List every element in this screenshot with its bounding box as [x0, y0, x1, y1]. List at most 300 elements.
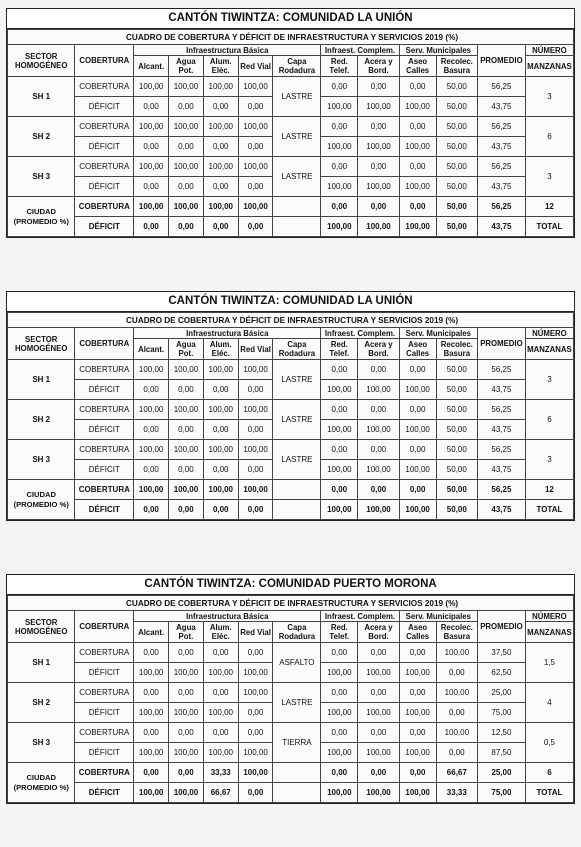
- value-cell: 100,00: [238, 480, 273, 500]
- road-network-header: Red Vial: [238, 56, 273, 77]
- value-cell: 0,00: [321, 763, 358, 783]
- value-cell: 100,00: [134, 480, 169, 500]
- sector-name: SH 2: [8, 400, 75, 440]
- value-cell: 100,00: [358, 500, 399, 520]
- coverage-table-block: [6, 291, 575, 521]
- value-cell: 50,00: [436, 77, 477, 97]
- value-cell: 100,00: [169, 440, 204, 460]
- value-cell: 100,00: [399, 783, 436, 803]
- value-cell: 100,00: [238, 197, 273, 217]
- value-cell: 0,00: [203, 683, 238, 703]
- value-cell: 100,00: [134, 157, 169, 177]
- value-cell: 0,00: [321, 400, 358, 420]
- value-cell: 0,00: [399, 440, 436, 460]
- deficit-row-label: DÉFICIT: [75, 177, 134, 197]
- road-surface-value: LASTRE: [273, 157, 321, 197]
- value-cell: 66,67: [436, 763, 477, 783]
- value-cell: 0,00: [169, 97, 204, 117]
- value-cell: 0,00: [399, 643, 436, 663]
- value-cell: 50,00: [436, 137, 477, 157]
- road-surface-value: LASTRE: [273, 400, 321, 440]
- blocks-count: 3: [525, 440, 573, 480]
- road-surface-value: LASTRE: [273, 117, 321, 157]
- value-cell: 0,00: [358, 117, 399, 137]
- table-subtitle: CUADRO DE COBERTURA Y DÉFICIT DE INFRAESTRUCTURA Y SERVICIOS 2019 (%): [8, 313, 574, 328]
- table-row: [8, 683, 574, 703]
- value-cell: 100,00: [321, 743, 358, 763]
- value-cell: 0,00: [238, 97, 273, 117]
- value-cell: 100,00: [399, 97, 436, 117]
- value-cell: 0,00: [358, 683, 399, 703]
- table-row: [8, 440, 574, 460]
- deficit-row-label: DÉFICIT: [75, 460, 134, 480]
- value-cell: 0,00: [238, 420, 273, 440]
- basic-infrastructure-header: Infraestructura Básica: [134, 611, 321, 622]
- average-value: 56,25: [477, 157, 525, 177]
- value-cell: 100,00: [134, 743, 169, 763]
- table-row: [8, 480, 574, 500]
- value-cell: 100,00: [238, 360, 273, 380]
- coverage-row-label: COBERTURA: [75, 77, 134, 97]
- road-surface-value: LASTRE: [273, 683, 321, 723]
- value-cell: 100,00: [321, 97, 358, 117]
- coverage-table: [7, 29, 574, 237]
- street-cleaning-header: Aseo Calles: [399, 339, 436, 360]
- table-title: CANTÓN TIWINTZA: COMUNIDAD LA UNIÓN: [7, 9, 574, 29]
- empty-cell: [273, 217, 321, 237]
- value-cell: 0,00: [169, 420, 204, 440]
- value-cell: 0,00: [321, 117, 358, 137]
- value-cell: 100,00: [134, 117, 169, 137]
- value-cell: 100,00: [321, 137, 358, 157]
- value-cell: 100,00: [358, 743, 399, 763]
- value-cell: 100,00: [436, 683, 477, 703]
- blocks-count: 12: [525, 197, 573, 217]
- deficit-row-label: DÉFICIT: [75, 420, 134, 440]
- value-cell: 0,00: [203, 723, 238, 743]
- deficit-row-label: DÉFICIT: [75, 743, 134, 763]
- average-value: 43,75: [477, 420, 525, 440]
- value-cell: 100,00: [203, 157, 238, 177]
- average-value: 56,25: [477, 117, 525, 137]
- value-cell: 0,00: [134, 137, 169, 157]
- empty-cell: [273, 197, 321, 217]
- complementary-infrastructure-header: Infraest. Complem.: [321, 328, 399, 339]
- value-cell: 50,00: [436, 197, 477, 217]
- value-cell: 100,00: [358, 703, 399, 723]
- value-cell: 50,00: [436, 500, 477, 520]
- value-cell: 0,00: [134, 763, 169, 783]
- garbage-collection-header: Recolec. Basura: [436, 622, 477, 643]
- total-label: TOTAL: [525, 783, 573, 803]
- coverage-table: [7, 595, 574, 803]
- value-cell: 100,00: [321, 783, 358, 803]
- value-cell: 0,00: [358, 197, 399, 217]
- value-cell: 0,00: [203, 217, 238, 237]
- electric-lighting-header: Alum. Eléc.: [203, 339, 238, 360]
- value-cell: 0,00: [238, 460, 273, 480]
- value-cell: 100,00: [399, 663, 436, 683]
- blocks-count: 1,5: [525, 643, 573, 683]
- value-cell: 100,00: [238, 400, 273, 420]
- value-cell: 33,33: [436, 783, 477, 803]
- city-average-label: CIUDAD (PROMEDIO %): [8, 763, 75, 803]
- blocks-header: MANZANAS: [525, 622, 573, 643]
- table-row: [8, 643, 574, 663]
- complementary-infrastructure-header: Infraest. Complem.: [321, 45, 399, 56]
- value-cell: 0,00: [134, 643, 169, 663]
- value-cell: 0,00: [134, 380, 169, 400]
- blocks-count: 4: [525, 683, 573, 723]
- average-value: 43,75: [477, 97, 525, 117]
- value-cell: 50,00: [436, 157, 477, 177]
- value-cell: 0,00: [321, 683, 358, 703]
- value-cell: 100,00: [436, 643, 477, 663]
- coverage-row-label: COBERTURA: [75, 683, 134, 703]
- value-cell: 50,00: [436, 177, 477, 197]
- value-cell: 100,00: [169, 197, 204, 217]
- value-cell: 100,00: [321, 460, 358, 480]
- city-average-label: CIUDAD (PROMEDIO %): [8, 480, 75, 520]
- value-cell: 100,00: [321, 177, 358, 197]
- table-row: [8, 197, 574, 217]
- value-cell: 100,00: [169, 663, 204, 683]
- value-cell: 50,00: [436, 440, 477, 460]
- sector-name: SH 1: [8, 643, 75, 683]
- average-value: 75,00: [477, 703, 525, 723]
- average-value: 37,50: [477, 643, 525, 663]
- blocks-header: MANZANAS: [525, 339, 573, 360]
- table-row: [8, 217, 574, 237]
- sector-header: SECTOR HOMOGÉNEO: [8, 45, 75, 77]
- complementary-infrastructure-header: Infraest. Complem.: [321, 611, 399, 622]
- table-title: CANTÓN TIWINTZA: COMUNIDAD PUERTO MORONA: [7, 575, 574, 595]
- value-cell: 0,00: [169, 723, 204, 743]
- value-cell: 0,00: [238, 137, 273, 157]
- average-value: 43,75: [477, 380, 525, 400]
- value-cell: 0,00: [169, 763, 204, 783]
- table-row: [8, 500, 574, 520]
- blocks-header: MANZANAS: [525, 56, 573, 77]
- value-cell: 50,00: [436, 480, 477, 500]
- coverage-row-label: COBERTURA: [75, 117, 134, 137]
- value-cell: 100,00: [169, 480, 204, 500]
- deficit-row-label: DÉFICIT: [75, 703, 134, 723]
- value-cell: 100,00: [399, 500, 436, 520]
- phone-network-header: Red. Telef.: [321, 56, 358, 77]
- value-cell: 0,00: [436, 663, 477, 683]
- deficit-row-label: DÉFICIT: [75, 137, 134, 157]
- average-value: 56,25: [477, 440, 525, 460]
- value-cell: 100,00: [358, 217, 399, 237]
- value-cell: 100,00: [169, 703, 204, 723]
- empty-cell: [273, 480, 321, 500]
- value-cell: 0,00: [321, 440, 358, 460]
- value-cell: 0,00: [358, 360, 399, 380]
- value-cell: 50,00: [436, 360, 477, 380]
- sidewalk-header: Acera y Bord.: [358, 56, 399, 77]
- average-value: 43,75: [477, 137, 525, 157]
- sidewalk-header: Acera y Bord.: [358, 339, 399, 360]
- value-cell: 0,00: [399, 723, 436, 743]
- table-row: [8, 360, 574, 380]
- value-cell: 33,33: [203, 763, 238, 783]
- road-surface-header: Capa Rodadura: [273, 339, 321, 360]
- road-surface-value: LASTRE: [273, 360, 321, 400]
- value-cell: 100,00: [134, 400, 169, 420]
- average-value: 25,00: [477, 763, 525, 783]
- value-cell: 0,00: [203, 500, 238, 520]
- value-cell: 100,00: [238, 440, 273, 460]
- average-value: 12,50: [477, 723, 525, 743]
- value-cell: 100,00: [238, 663, 273, 683]
- value-cell: 100,00: [134, 77, 169, 97]
- value-cell: 100,00: [134, 783, 169, 803]
- value-cell: 50,00: [436, 420, 477, 440]
- city-average-label: CIUDAD (PROMEDIO %): [8, 197, 75, 237]
- average-header: PROMEDIO: [477, 328, 525, 360]
- value-cell: 100,00: [358, 177, 399, 197]
- value-cell: 100,00: [203, 117, 238, 137]
- value-cell: 0,00: [203, 380, 238, 400]
- blocks-count: 3: [525, 157, 573, 197]
- sector-name: SH 2: [8, 683, 75, 723]
- coverage-row-label: COBERTURA: [75, 400, 134, 420]
- value-cell: 0,00: [321, 643, 358, 663]
- road-surface-value: LASTRE: [273, 440, 321, 480]
- table-row: [8, 157, 574, 177]
- number-header: NÚMERO: [525, 45, 573, 56]
- value-cell: 100,00: [321, 703, 358, 723]
- value-cell: 100,00: [134, 440, 169, 460]
- value-cell: 0,00: [134, 723, 169, 743]
- value-cell: 100,00: [238, 77, 273, 97]
- value-cell: 100,00: [321, 380, 358, 400]
- average-header: PROMEDIO: [477, 611, 525, 643]
- average-value: 56,25: [477, 197, 525, 217]
- sector-name: SH 3: [8, 723, 75, 763]
- value-cell: 100,00: [399, 177, 436, 197]
- value-cell: 50,00: [436, 380, 477, 400]
- value-cell: 0,00: [399, 360, 436, 380]
- value-cell: 100,00: [203, 197, 238, 217]
- value-cell: 100,00: [203, 360, 238, 380]
- value-cell: 100,00: [169, 783, 204, 803]
- value-cell: 100,00: [358, 137, 399, 157]
- value-cell: 0,00: [169, 643, 204, 663]
- average-value: 56,25: [477, 360, 525, 380]
- road-network-header: Red Vial: [238, 339, 273, 360]
- value-cell: 0,00: [203, 460, 238, 480]
- sector-name: SH 2: [8, 117, 75, 157]
- municipal-services-header: Serv. Municipales: [399, 611, 477, 622]
- sewer-header: Alcant.: [134, 56, 169, 77]
- empty-cell: [273, 763, 321, 783]
- deficit-row-label: DÉFICIT: [75, 380, 134, 400]
- value-cell: 100,00: [203, 703, 238, 723]
- blocks-count: 12: [525, 480, 573, 500]
- deficit-row-label: DÉFICIT: [75, 663, 134, 683]
- average-value: 43,75: [477, 217, 525, 237]
- value-cell: 0,00: [321, 480, 358, 500]
- sector-name: SH 3: [8, 157, 75, 197]
- coverage-table-block: [6, 574, 575, 804]
- value-cell: 100,00: [134, 703, 169, 723]
- value-cell: 0,00: [358, 157, 399, 177]
- value-cell: 0,00: [436, 703, 477, 723]
- value-cell: 100,00: [203, 480, 238, 500]
- table-row: [8, 763, 574, 783]
- value-cell: 0,00: [399, 400, 436, 420]
- table-subtitle: CUADRO DE COBERTURA Y DÉFICIT DE INFRAESTRUCTURA Y SERVICIOS 2019 (%): [8, 30, 574, 45]
- road-surface-value: LASTRE: [273, 77, 321, 117]
- value-cell: 0,00: [399, 683, 436, 703]
- value-cell: 0,00: [238, 217, 273, 237]
- value-cell: 100,00: [169, 77, 204, 97]
- deficit-row-label: DÉFICIT: [75, 500, 134, 520]
- value-cell: 100,00: [134, 663, 169, 683]
- coverage-column-header: COBERTURA: [75, 45, 134, 77]
- table-subtitle: CUADRO DE COBERTURA Y DÉFICIT DE INFRAESTRUCTURA Y SERVICIOS 2019 (%): [8, 596, 574, 611]
- coverage-row-label: COBERTURA: [75, 723, 134, 743]
- value-cell: 100,00: [238, 743, 273, 763]
- value-cell: 0,00: [169, 683, 204, 703]
- empty-cell: [273, 500, 321, 520]
- value-cell: 0,00: [358, 77, 399, 97]
- total-label: TOTAL: [525, 217, 573, 237]
- table-row: [8, 783, 574, 803]
- value-cell: 100,00: [358, 663, 399, 683]
- table-row: [8, 77, 574, 97]
- value-cell: 100,00: [399, 217, 436, 237]
- value-cell: 100,00: [203, 743, 238, 763]
- value-cell: 100,00: [399, 137, 436, 157]
- coverage-table: [7, 312, 574, 520]
- coverage-row-label: COBERTURA: [75, 480, 134, 500]
- value-cell: 100,00: [203, 400, 238, 420]
- value-cell: 100,00: [203, 440, 238, 460]
- value-cell: 100,00: [321, 663, 358, 683]
- basic-infrastructure-header: Infraestructura Básica: [134, 328, 321, 339]
- value-cell: 0,00: [203, 420, 238, 440]
- road-surface-header: Capa Rodadura: [273, 56, 321, 77]
- table-row: [8, 117, 574, 137]
- value-cell: 0,00: [134, 500, 169, 520]
- coverage-row-label: COBERTURA: [75, 197, 134, 217]
- basic-infrastructure-header: Infraestructura Básica: [134, 45, 321, 56]
- value-cell: 100,00: [203, 663, 238, 683]
- value-cell: 100,00: [399, 380, 436, 400]
- value-cell: 0,00: [169, 380, 204, 400]
- value-cell: 0,00: [238, 177, 273, 197]
- value-cell: 0,00: [321, 77, 358, 97]
- coverage-table-block: [6, 8, 575, 238]
- blocks-count: 0,5: [525, 723, 573, 763]
- value-cell: 100,00: [238, 117, 273, 137]
- sidewalk-header: Acera y Bord.: [358, 622, 399, 643]
- value-cell: 0,00: [399, 763, 436, 783]
- value-cell: 66,67: [203, 783, 238, 803]
- sewer-header: Alcant.: [134, 622, 169, 643]
- value-cell: 0,00: [321, 723, 358, 743]
- street-cleaning-header: Aseo Calles: [399, 622, 436, 643]
- value-cell: 100,00: [399, 703, 436, 723]
- value-cell: 0,00: [134, 683, 169, 703]
- blocks-count: 3: [525, 360, 573, 400]
- value-cell: 100,00: [321, 217, 358, 237]
- value-cell: 0,00: [169, 500, 204, 520]
- street-cleaning-header: Aseo Calles: [399, 56, 436, 77]
- value-cell: 100,00: [169, 360, 204, 380]
- average-value: 56,25: [477, 480, 525, 500]
- value-cell: 100,00: [169, 157, 204, 177]
- blocks-count: 6: [525, 117, 573, 157]
- coverage-row-label: COBERTURA: [75, 643, 134, 663]
- coverage-column-header: COBERTURA: [75, 328, 134, 360]
- value-cell: 0,00: [169, 177, 204, 197]
- deficit-row-label: DÉFICIT: [75, 97, 134, 117]
- blocks-count: 6: [525, 763, 573, 783]
- road-surface-value: TIERRA: [273, 723, 321, 763]
- municipal-services-header: Serv. Municipales: [399, 328, 477, 339]
- value-cell: 0,00: [399, 157, 436, 177]
- average-value: 56,25: [477, 77, 525, 97]
- coverage-row-label: COBERTURA: [75, 763, 134, 783]
- value-cell: 0,00: [169, 137, 204, 157]
- value-cell: 0,00: [399, 77, 436, 97]
- value-cell: 100,00: [399, 420, 436, 440]
- value-cell: 100,00: [238, 763, 273, 783]
- blocks-count: 3: [525, 77, 573, 117]
- value-cell: 0,00: [399, 117, 436, 137]
- coverage-row-label: COBERTURA: [75, 440, 134, 460]
- average-header: PROMEDIO: [477, 45, 525, 77]
- value-cell: 0,00: [358, 440, 399, 460]
- number-header: NÚMERO: [525, 611, 573, 622]
- value-cell: 0,00: [358, 643, 399, 663]
- table-title: CANTÓN TIWINTZA: COMUNIDAD LA UNIÓN: [7, 292, 574, 312]
- value-cell: 0,00: [321, 197, 358, 217]
- water-header: Agua Pot.: [169, 56, 204, 77]
- electric-lighting-header: Alum. Eléc.: [203, 622, 238, 643]
- sector-name: SH 3: [8, 440, 75, 480]
- value-cell: 0,00: [134, 217, 169, 237]
- coverage-row-label: COBERTURA: [75, 360, 134, 380]
- empty-cell: [273, 783, 321, 803]
- value-cell: 0,00: [321, 157, 358, 177]
- value-cell: 0,00: [238, 643, 273, 663]
- table-row: [8, 723, 574, 743]
- value-cell: 0,00: [436, 743, 477, 763]
- value-cell: 0,00: [358, 723, 399, 743]
- value-cell: 50,00: [436, 97, 477, 117]
- value-cell: 0,00: [134, 420, 169, 440]
- average-value: 87,50: [477, 743, 525, 763]
- value-cell: 100,00: [169, 400, 204, 420]
- value-cell: 0,00: [399, 197, 436, 217]
- value-cell: 100,00: [399, 743, 436, 763]
- value-cell: 0,00: [238, 500, 273, 520]
- coverage-column-header: COBERTURA: [75, 611, 134, 643]
- blocks-count: 6: [525, 400, 573, 440]
- value-cell: 100,00: [399, 460, 436, 480]
- value-cell: 0,00: [134, 460, 169, 480]
- average-value: 43,75: [477, 500, 525, 520]
- value-cell: 0,00: [169, 217, 204, 237]
- road-surface-header: Capa Rodadura: [273, 622, 321, 643]
- value-cell: 50,00: [436, 217, 477, 237]
- value-cell: 0,00: [203, 177, 238, 197]
